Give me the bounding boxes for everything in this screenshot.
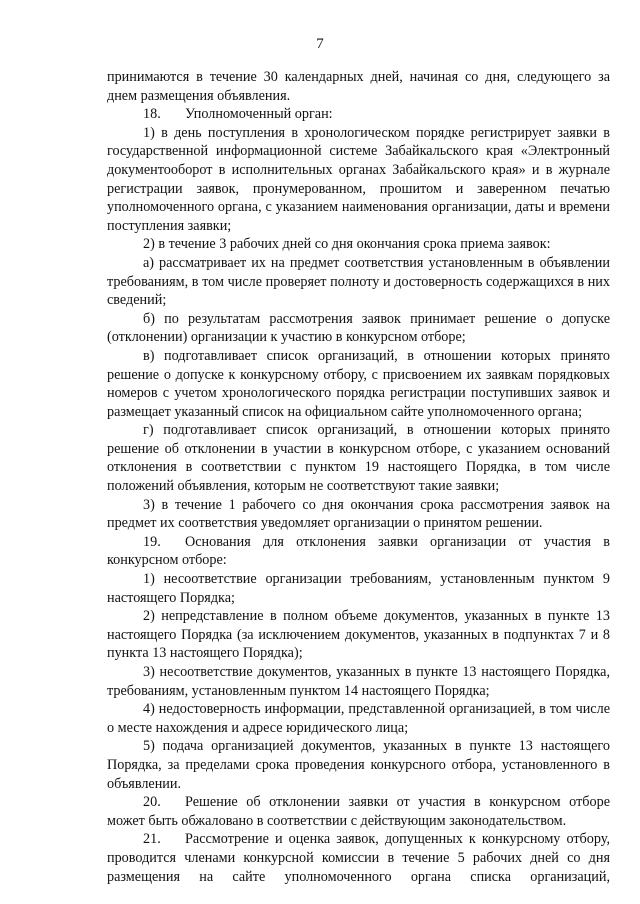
subitem-1-register: 1) в день поступления в хронологическом порядке регистрирует заявки в государственной информационной системе Забайкальского края «Электронный документооборот в исполнительных органах Забайкальского края» и в журнале регистрации заявок, пронумерованном, прошитом и заверенном печатью уполномоченного органа, с указанием наименования организации, даты и времени поступления заявки; xyxy=(107,124,610,234)
subitem-2-review: 2) в течение 3 рабочих дней со дня окончания срока приема заявок: xyxy=(143,236,551,253)
item-number: 19. xyxy=(143,533,161,550)
subitem-a-check: а) рассматривает их на предмет соответствия установленным в объявлении требованиям, в том числе проверяет полноту и достоверность содержащихся в них сведений; xyxy=(107,254,610,309)
subitem-b-decision: б) по результатам рассмотрения заявок принимает решение о допуске (отклонении) организации к участию в конкурсном отборе; xyxy=(107,310,610,346)
paragraph-text: Решение об отклонении заявки от участия в конкурсном отборе может быть обжаловано в соответствии с действующим законодательством. xyxy=(107,794,610,829)
item-number: 18. xyxy=(143,106,161,123)
paragraph-text: Рассмотрение и оценка заявок, допущенных к конкурсному отбору, проводится членами конкурсной комиссии в течение 5 рабочих дней со дня размещения на сайте уполномоченного органа списка организаций, xyxy=(107,831,610,885)
reason-4: 4) недостоверность информации, представленной организацией, в том числе о месте нахождения и адресе юридического лица; xyxy=(107,701,610,736)
reason-1: 1) несоответствие организации требованиям, установленным пунктом 9 настоящего Порядка; xyxy=(107,571,610,606)
subitem-3-notify: 3) в течение 1 рабочего со дня окончания срока рассмотрения заявок на предмет их соответствия уведомляет организации о принятом решении. xyxy=(107,496,610,532)
item-number: 21. xyxy=(143,831,161,848)
reason-5: 5) подача организацией документов, указанных в пункте 13 настоящего Порядка, за пределами срока проведения конкурсного отбора, установленного в объявлении. xyxy=(107,738,610,792)
page-number: 7 xyxy=(316,36,324,52)
paragraph-continuation: принимаются в течение 30 календарных дней, начиная со дня, следующего за днем размещения объявления. xyxy=(107,69,610,104)
paragraph-text: Уполномоченный орган: xyxy=(185,106,333,123)
paragraph-item-21 xyxy=(107,830,610,886)
paragraph-item-19 xyxy=(107,533,610,570)
paragraph-item-18 xyxy=(107,105,610,124)
reason-3: 3) несоответствие документов, указанных в пункте 13 настоящего Порядка, требованиям, установленным пунктом 14 настоящего Порядка; xyxy=(107,664,610,699)
subitem-g-rejected-list: г) подготавливает список организаций, в отношении которых принято решение об отклонении в участии в конкурсном отборе, с указанием оснований отклонения в соответствии с пунктом 19 настоящего Порядка, в том числе положений объявления, которым не соответствуют такие заявки; xyxy=(107,422,610,495)
subitem-v-admitted-list: в) подготавливает список организаций, в отношении которых принято решение о допуске к конкурсному отбору, с присвоением их заявкам порядковых номеров с учетом хронологического порядка регистрации поступивших заявок и размещает указанный список на официальном сайте уполномоченного органа; xyxy=(107,347,610,420)
paragraph-text: Основания для отклонения заявки организации от участия в конкурсном отборе: xyxy=(107,533,610,569)
reason-2: 2) непредставление в полном объеме документов, указанных в пункте 13 настоящего Порядка (за исключением документов, указанных в подпунктах 7 и 8 пункта 13 настоящего Порядка); xyxy=(107,608,610,662)
document-body xyxy=(107,68,610,886)
paragraph-item-20 xyxy=(107,793,610,830)
item-number: 20. xyxy=(143,794,161,811)
